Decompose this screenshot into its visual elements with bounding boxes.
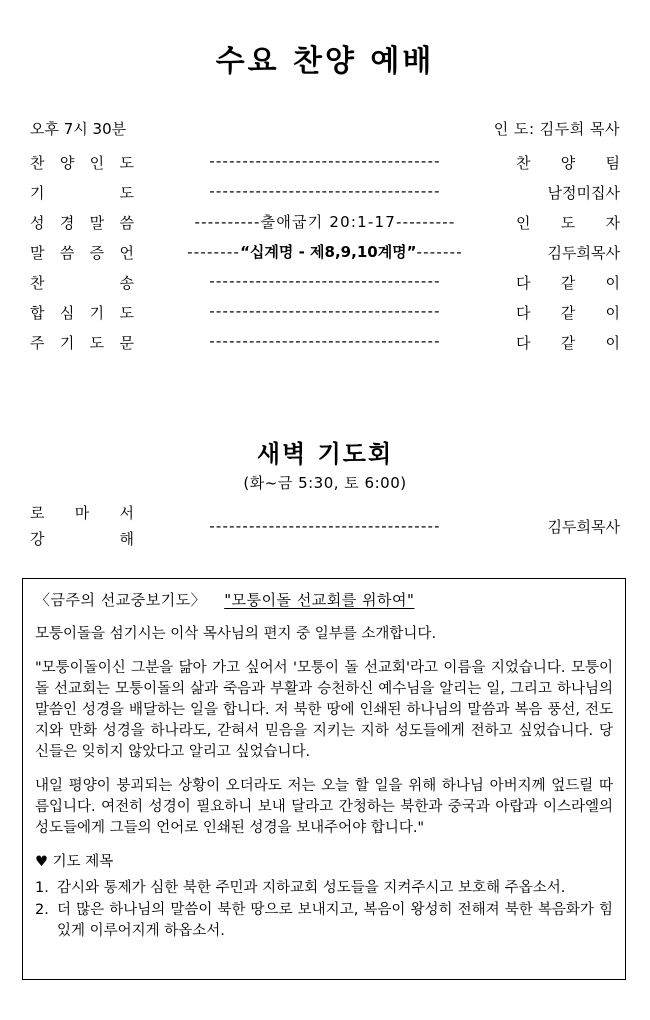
order-item-detail: 출애굽기 20:1-17: [260, 212, 396, 231]
order-item-label: [30, 272, 134, 293]
order-item-person-char: 찬: [516, 153, 531, 172]
order-item-person-char: 자: [605, 213, 620, 232]
order-item-dash-leader: -----------------------------------: [209, 332, 441, 350]
order-item-person: [516, 302, 620, 323]
prayer-topic-item: [35, 878, 613, 899]
mission-box-header: [35, 589, 613, 610]
order-item-label-char: 찬: [30, 273, 45, 292]
order-item-person-char: 같: [560, 303, 576, 322]
order-item-person-char: 양: [560, 153, 576, 172]
order-of-service-row: [30, 237, 620, 267]
order-of-service-row: [30, 177, 620, 207]
order-item-dash-leader: ----------출애굽기 20:1-17---------: [194, 212, 456, 231]
dawn-prayer-label-char: 마: [74, 504, 90, 522]
order-item-label-char: 말: [30, 243, 45, 262]
order-item-label: [30, 212, 134, 233]
dawn-prayer-row: [30, 500, 620, 552]
order-item-label-char: 양: [59, 153, 75, 172]
order-item-label-char: 도: [89, 333, 105, 352]
prayer-topic-text: 감시와 통제가 심한 북한 주민과 지하교회 성도들을 지켜주시고 보호해 주옵소서.: [57, 880, 566, 896]
order-item-person: [516, 212, 620, 233]
order-item-label-char: 씀: [119, 213, 134, 232]
order-item-label: [30, 302, 134, 323]
order-item-label-char: 도: [119, 183, 134, 202]
order-item-person-char: 다: [516, 333, 531, 352]
order-item-person: [516, 152, 620, 173]
prayer-topic-number: 2.: [35, 902, 49, 918]
order-item-label-char: 기: [30, 183, 45, 202]
order-item-person-char: 팀: [605, 153, 620, 172]
prayer-topic-text: 더 많은 하나님의 말씀이 북한 땅으로 보내지고, 복음이 왕성히 전해져 북한 복음화가 힘있게 이루어지게 하옵소서.: [57, 902, 613, 939]
order-of-service-row: [30, 327, 620, 357]
dawn-prayer-subtitle: (화~금 5:30, 토 6:00): [243, 474, 407, 492]
order-item-person: [516, 272, 620, 293]
order-item-label-char: 경: [59, 213, 75, 232]
dawn-prayer-label-line1: [30, 500, 134, 526]
order-item-label-char: 언: [119, 243, 134, 262]
order-item-person: 남정미집사: [547, 183, 620, 202]
dawn-prayer-label: [30, 500, 134, 552]
order-item-label-char: 찬: [30, 153, 45, 172]
order-item-label-char: 기: [59, 333, 75, 352]
order-item-label-char: 합: [30, 303, 45, 322]
order-item-label-char: 기: [89, 303, 105, 322]
order-item-dash-leader: -----------------------------------: [209, 152, 441, 170]
prayer-topic-item: [35, 900, 613, 942]
order-item-label-char: 성: [30, 213, 45, 232]
order-item-dash-leader: -----------------------------------: [209, 272, 441, 290]
order-item-label-char: 인: [89, 153, 105, 172]
order-item-label-char: 도: [119, 303, 134, 322]
order-item-person-char: 이: [605, 273, 620, 292]
service-leader: 인 도: 김두희 목사: [493, 120, 620, 138]
order-item-label: [30, 182, 134, 203]
prayer-topic-number: 1.: [35, 880, 49, 896]
service-time: 오후 7시 30분: [30, 120, 127, 138]
order-item-dash-leader: --------“십계명 - 제8,9,10계명”-------: [187, 242, 463, 261]
order-of-service-row: [30, 207, 620, 237]
mission-paragraph-2: 내일 평양이 붕괴되는 상황이 오더라도 저는 오늘 할 일을 위해 하나님 아버지께 엎드릴 따름입니다. 여전히 성경이 필요하니 보내 달라고 간청하는 북한과 중국과 아랍과 이스라엘의 성도들에게 그들의 언어로 인쇄된 성경을 보내주어야 합니다.": [35, 778, 613, 836]
order-item-person: 김두희목사: [547, 243, 620, 262]
order-of-service-row: [30, 267, 620, 297]
order-item-dash-leader: -----------------------------------: [209, 302, 441, 320]
order-item-label: [30, 152, 134, 173]
service-meta-row: [30, 118, 620, 140]
mission-box-header-topic: "모퉁이돌 선교회를 위하여": [224, 591, 415, 609]
order-item-dash-leader: -----------------------------------: [209, 182, 441, 200]
mission-prayer-box: [22, 578, 626, 980]
order-item-person-char: 다: [516, 273, 531, 292]
order-item-label-char: 도: [119, 153, 134, 172]
dawn-prayer-label-line2: [30, 526, 134, 552]
order-item-person-char: 다: [516, 303, 531, 322]
dawn-prayer-label-char: 로: [30, 504, 45, 522]
dawn-prayer-label-char: 해: [119, 530, 134, 548]
order-item-person-char: 이: [605, 333, 620, 352]
order-item-person-char: 같: [560, 333, 576, 352]
order-item-label-char: 증: [89, 243, 105, 262]
prayer-topics-heading: ♥ 기도 제목: [35, 854, 114, 870]
order-of-service-row: [30, 297, 620, 327]
order-item-label-char: 심: [59, 303, 75, 322]
mission-paragraph-1: "모퉁이돌이신 그분을 닮아 가고 싶어서 '모퉁이 돌 선교회'라고 이름을 지었습니다. 모퉁이돌 선교회는 모퉁이돌의 삶과 죽음과 부활과 승천하신 예수님을 알리는 일, 그리고 하나님의 말씀인 성경을 배달하는 일을 합니다. 저 북한 땅에 인쇄된 하나님의 말씀과 복음 풍선, 전도지와 만화 성경을 하나라도, 갇혀서 믿음을 지키는 지하 성도들에게 전하고 싶었습니다. 당신들은 잊히지 않았다고 알리고 싶었습니다.: [35, 660, 613, 760]
order-item-label-char: 말: [89, 213, 105, 232]
dawn-prayer-person: 김두희목사: [547, 517, 620, 536]
order-item-label: [30, 332, 134, 353]
page-title: 수요 찬양 예배: [215, 44, 435, 79]
order-item-label-char: 송: [119, 273, 134, 292]
order-of-service-row: [30, 147, 620, 177]
order-item-label: [30, 242, 134, 263]
order-item-label-char: 주: [30, 333, 45, 352]
order-item-label-char: 문: [119, 333, 134, 352]
order-item-detail: “십계명 - 제8,9,10계명”: [240, 242, 417, 261]
dawn-prayer-label-char: 강: [30, 530, 45, 548]
order-item-person-char: 같: [560, 273, 576, 292]
dawn-prayer-label-char: 서: [119, 504, 134, 522]
order-item-person-char: 이: [605, 303, 620, 322]
order-of-service-list: [30, 147, 620, 357]
mission-intro-paragraph: 모퉁이돌을 섬기시는 이삭 목사님의 편지 중 일부를 소개합니다.: [35, 626, 437, 642]
order-item-person: [516, 332, 620, 353]
order-item-label-char: 씀: [59, 243, 75, 262]
prayer-topics-list: [35, 878, 613, 942]
order-item-person-char: 도: [560, 213, 576, 232]
mission-box-header-label: 〈금주의 선교중보기도〉: [35, 591, 207, 609]
dawn-prayer-dash-leader: -----------------------------------: [209, 517, 441, 535]
dawn-prayer-title: 새벽 기도회: [256, 440, 394, 468]
order-item-person-char: 인: [516, 213, 531, 232]
